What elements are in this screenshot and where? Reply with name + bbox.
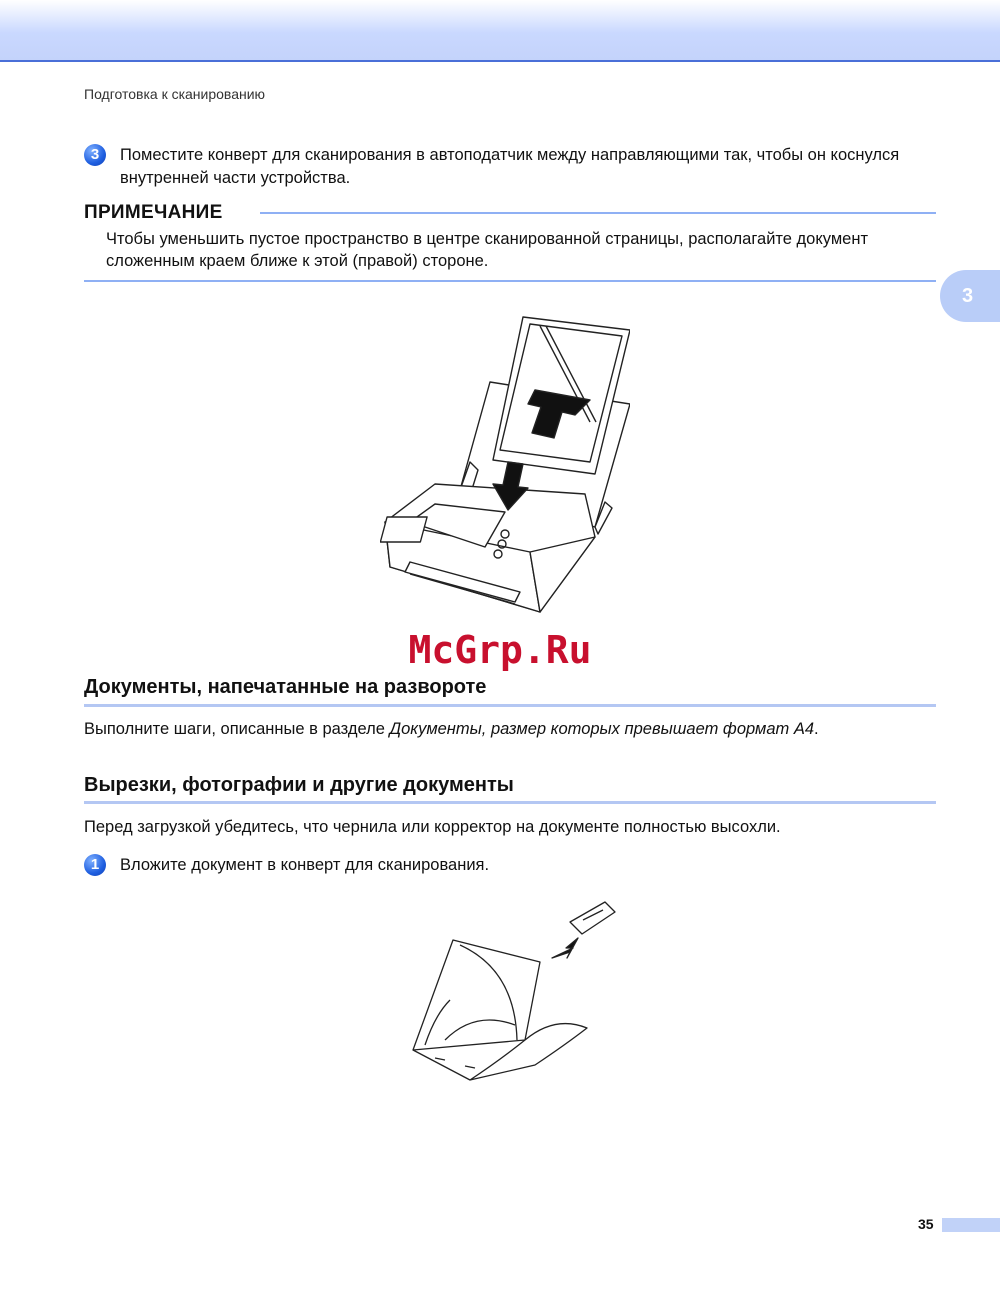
note-divider-bottom — [84, 280, 936, 282]
note-divider-top — [260, 212, 936, 214]
page-number-bar — [942, 1218, 1000, 1232]
section-2-title: Вырезки, фотографии и другие документы — [84, 774, 514, 796]
section-2-text: Перед загрузкой убедитесь, что чернила или корректор на документе полностью высохли. — [84, 818, 781, 836]
envelope-illustration — [405, 900, 620, 1090]
note-text: Чтобы уменьшить пустое пространство в центре сканированной страницы, располагайте документ сложенным краем ближе к этой (правой) стороне. — [106, 230, 869, 270]
breadcrumb: Подготовка к сканированию — [84, 86, 266, 102]
section-1-title: Документы, напечатанные на развороте — [84, 676, 487, 698]
section-1-reference: Документы, размер которых превышает формат A4 — [389, 720, 815, 738]
step-3-text: Поместите конверт для сканирования в автоподатчик между направляющими так, чтобы он коснулся внутренней части устройства. — [120, 146, 900, 187]
section-2-divider — [84, 801, 936, 804]
section-1-divider — [84, 704, 936, 707]
page-number: 35 — [918, 1216, 934, 1232]
step-1-badge: 1 — [84, 854, 106, 876]
top-banner — [0, 0, 1000, 62]
watermark: McGrp.Ru — [408, 628, 592, 672]
scanner-illustration — [380, 312, 630, 632]
chapter-tab: 3 — [940, 270, 1000, 322]
section-1-text: Выполните шаги, описанные в разделе Документы, размер которых превышает формат A4. — [84, 720, 819, 738]
step-1-text: Вложите документ в конверт для сканирования. — [120, 856, 490, 874]
note-title: ПРИМЕЧАНИЕ — [84, 202, 223, 223]
step-3-badge: 3 — [84, 144, 106, 166]
